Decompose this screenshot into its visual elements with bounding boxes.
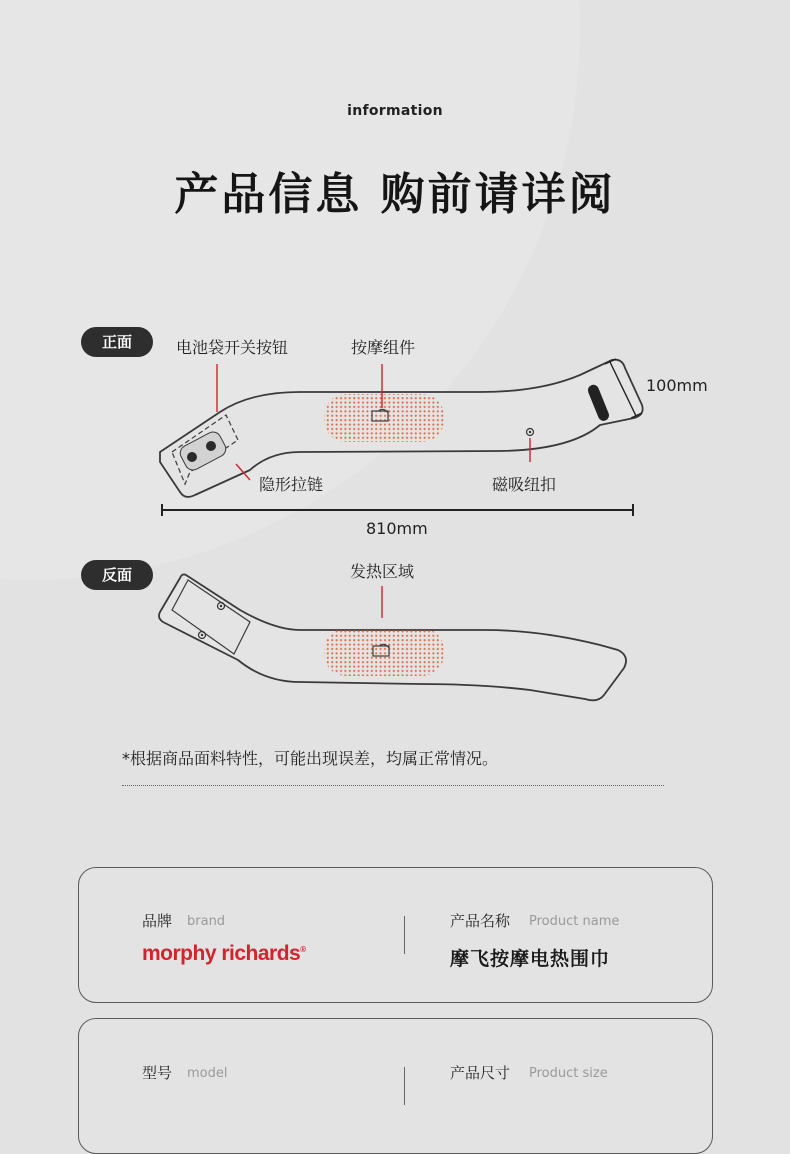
section-kicker: information <box>347 103 443 119</box>
brand-logo: morphy richards® <box>142 942 306 965</box>
product-size-sub: Product size <box>529 1066 608 1081</box>
front-massage-area <box>324 394 444 442</box>
brand-label: 品牌 <box>142 912 173 930</box>
back-scarf <box>159 574 626 700</box>
power-icon <box>187 452 197 462</box>
label-massage-module: 按摩组件 <box>351 338 416 357</box>
product-size-label: 产品尺寸 <box>450 1064 511 1082</box>
product-name-value: 摩飞按摩电热围巾 <box>450 948 611 970</box>
card-divider <box>404 1067 405 1105</box>
page-title: 产品信息 购前请详阅 <box>174 169 616 220</box>
label-heating-area: 发热区域 <box>350 562 415 581</box>
front-tag: 正面 <box>81 327 153 357</box>
brand-sub: brand <box>187 914 226 929</box>
length-dimension: 810mm <box>366 519 428 538</box>
width-dimension: 100mm <box>646 376 708 395</box>
model-sub: model <box>187 1066 228 1081</box>
back-heating-area <box>324 628 444 676</box>
info-card-model <box>78 1018 713 1154</box>
product-name-sub: Product name <box>529 914 620 929</box>
info-card-brand <box>78 867 713 1003</box>
back-tag: 反面 <box>81 560 153 590</box>
label-magnetic-button: 磁吸纽扣 <box>492 475 557 494</box>
label-hidden-zipper: 隐形拉链 <box>259 475 324 494</box>
product-name-label: 产品名称 <box>450 912 511 930</box>
error-note: *根据商品面料特性，可能出现误差，均属正常情况。 <box>122 749 499 768</box>
front-scarf <box>160 359 643 516</box>
dotted-divider <box>122 785 664 786</box>
mode-icon <box>206 441 216 451</box>
card-divider <box>404 916 405 954</box>
model-label: 型号 <box>142 1064 173 1082</box>
label-battery-pocket: 电池袋开关按钮 <box>176 338 289 357</box>
